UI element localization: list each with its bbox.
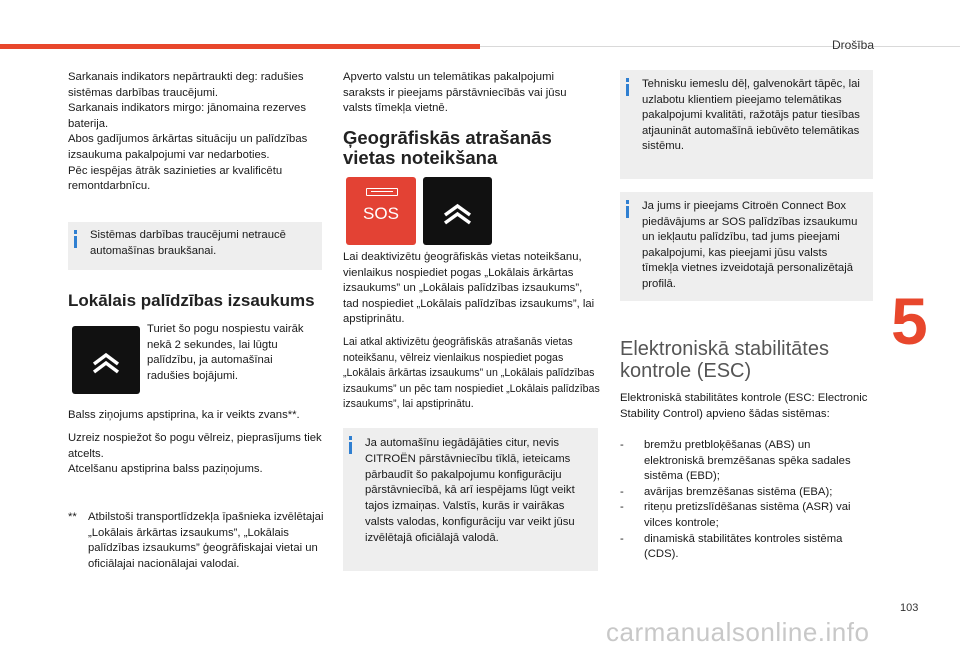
watermark: carmanualsonline.info [606, 617, 870, 647]
note-text: Ja jums ir pieejams Citroën Connect Box piedāvājums ar SOS palīdzības izsaukumu un iekļautu palīdzību, tad jums pieejami pakalpojumi, kas pieejami jūsu valsts tīmekļa vietnes izveidotajā personalizētajā profilā. [642, 200, 858, 290]
list-item: - avārijas bremzēšanas sistēma (EBA); [620, 485, 870, 501]
top-divider [480, 46, 960, 47]
call-confirm-text: Balss ziņojums apstiprina, ka ir veikts zvans**. [68, 409, 300, 421]
reactivate-text: Lai atkal aktivizētu ģeogrāfiskās atrašanās vietas noteikšanu, vēlreiz vienlaikus nospiediet pogas „Lokālais ārkārtas izsaukums” un „Lokālais palīdzības izsaukums” un pēc tam nospiediet „Lokālais palīdzības izsaukums”, lai apstiprinātu. [343, 336, 600, 411]
sos-label: SOS [363, 204, 399, 223]
intro-line: Sarkanais indikators nepārtraukti deg: radušies sistēmas darbības traucējumi. [68, 71, 304, 99]
info-note [343, 428, 598, 571]
sos-cover-icon [366, 188, 398, 196]
top-accent-bar [0, 44, 480, 49]
heading-esc: Elektroniskā stabilitātes kontrole (ESC) [620, 338, 829, 382]
note-text: Ja automašīnu iegādājāties citur, nevis CITROËN pārstāvniecību tīklā, ieteicams pārbaudīt šo pakalpojumu konfigurāciju pārstāvniecībā, kā arī iespējams lūgt veikt tajos izmaiņas. Valstīs, kurās ir vairākas valsts valodas, konfigurāciju var veikt jūsu izvēlētajā oficiālajā valodā. [365, 437, 575, 544]
intro-line: Sarkanais indikators mirgo: jānomaina rezerves baterija. [68, 102, 306, 130]
info-icon [74, 230, 77, 248]
heading-geolocation: Ģeogrāfiskās atrašanās vietas noteikšana [343, 127, 552, 168]
info-icon [626, 200, 629, 218]
list-item: - riteņu pretizslīdēšanas sistēma (ASR) vai vilces kontrole; [620, 500, 870, 531]
list-item: - bremžu pretbloķēšanas (ABS) un elektroniskā bremzēšanas spēka sadales sistēma (EBD); [620, 438, 870, 485]
citroen-button-icon [423, 177, 492, 245]
footnote-mark: ** [68, 511, 77, 523]
intro-line: Abos gadījumos ārkārtas situāciju un palīdzības izsaukuma pakalpojumi var nedarboties. [68, 133, 308, 161]
page-number: 103 [900, 602, 919, 614]
esc-intro: Elektroniskā stabilitātes kontrole (ESC: Electronic Stability Control) apvieno šādas sistēmas: [620, 392, 868, 420]
chapter-number: 5 [891, 284, 928, 358]
cancel-block [68, 431, 330, 478]
col2-intro: Apverto valstu un telemātikas pakalpojumi saraksts ir pieejams pārstāvniecībās vai jūsu valsts tīmekļa vietnē. [343, 71, 567, 115]
info-icon [349, 436, 352, 454]
heading-local-assistance: Lokālais palīdzības izsaukums [68, 291, 315, 310]
citroen-button-icon [72, 326, 140, 394]
intro-line: Pēc iespējas ātrāk sazinieties ar kvalificētu remontdarbnīcu. [68, 164, 283, 193]
footnote-text: Atbilstoši transportlīdzekļa īpašnieka izvēlētajai „Lokālais ārkārtas izsaukums”, „Lokālais palīdzības izsaukums” ģeogrāfiskajai vietai un oficiālajai nacionālajai valodai. [88, 511, 324, 570]
button-description: Turiet šo pogu nospiestu vairāk nekā 2 sekundes, lai lūgtu palīdzību, ja automašīnai radušies bojājumi. [147, 323, 304, 382]
cancel-confirm-text: Atcelšanu apstiprina balss paziņojums. [68, 463, 263, 476]
col1-intro [68, 70, 323, 195]
section-title: Drošība [831, 38, 874, 52]
info-note [620, 192, 873, 301]
sos-button-icon [346, 177, 416, 245]
note-text: Tehnisku iemeslu dēļ, galvenokārt tāpēc, lai uzlabotu klientiem pieejamo telemātikas pakalpojumi kvalitāti, ražotājs patur tiesības atjaunināt automašīnā iebūvēto telemātikas sistēmu. [642, 78, 860, 153]
info-note [620, 70, 873, 179]
info-icon [626, 78, 629, 96]
list-item: - dinamiskā stabilitātes kontroles sistēma (CDS). [620, 532, 870, 563]
esc-list [620, 438, 870, 563]
cancel-text: Uzreiz nospiežot šo pogu vēlreiz, pieprasījums tiek atcelts. [68, 432, 322, 460]
footnote [68, 510, 330, 572]
note-text: Sistēmas darbības traucējumi netraucē automašīnas braukšanai. [90, 229, 286, 257]
info-note [68, 222, 322, 270]
deactivate-text: Lai deaktivizētu ģeogrāfiskās vietas noteikšanu, vienlaikus nospiediet pogas „Lokālais ārkārtas izsaukums” un „Lokālais palīdzības izsaukums”, tad nospiediet „Lokālais palīdzības izsaukums”, lai apstiprinātu. [343, 251, 595, 326]
